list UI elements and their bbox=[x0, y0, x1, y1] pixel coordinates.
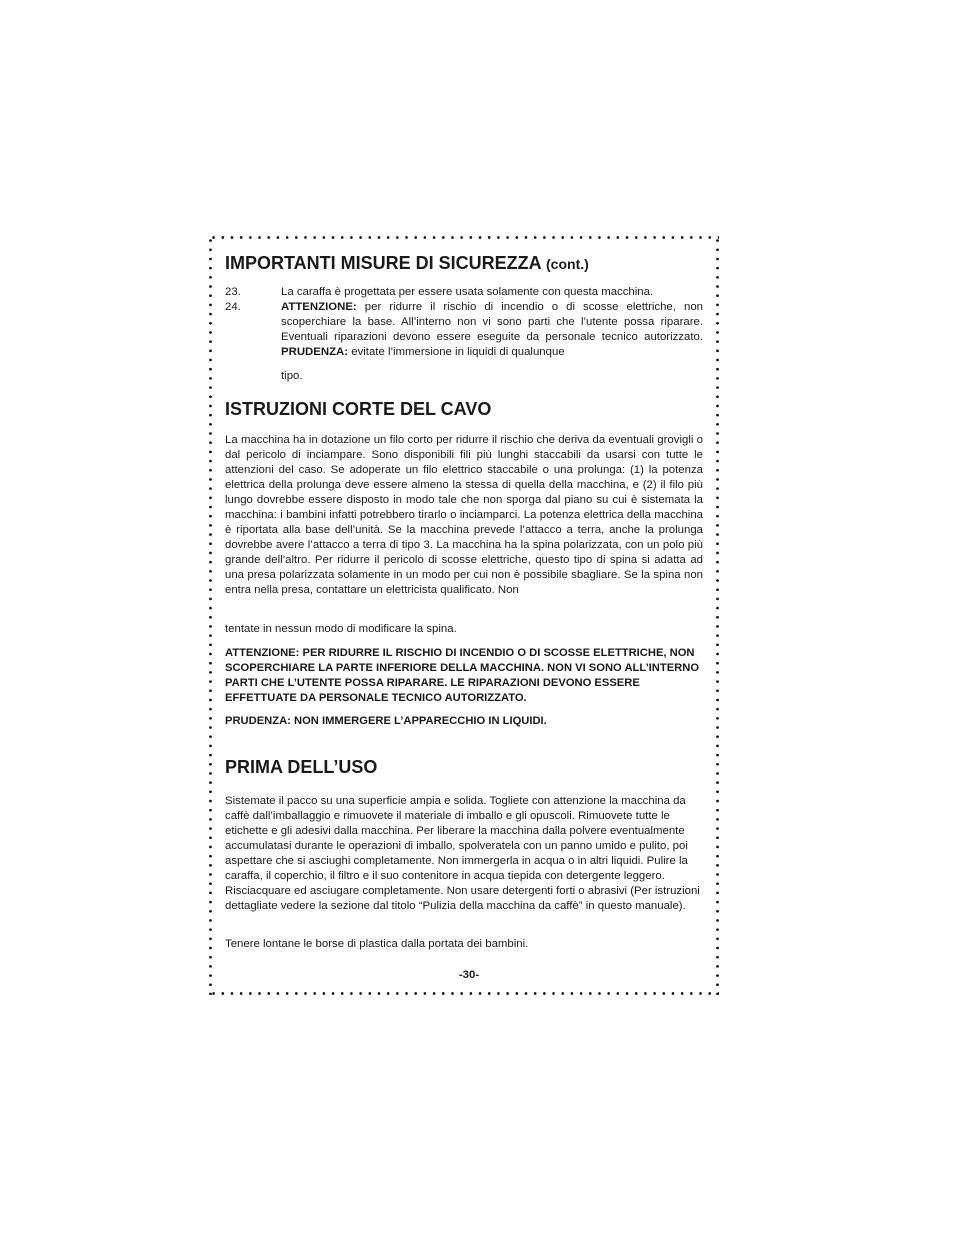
list-item-continuation: tipo. bbox=[281, 370, 303, 382]
list-item-number: 23. bbox=[225, 286, 241, 298]
warning-text: ATTENZIONE: PER RIDURRE IL RISCHIO DI INCENDIO O DI SCOSSE ELETTRICHE, NON SCOPERCHIARE LA PARTE INFERIORE DELLA MACCHINA. NON VI SONO ALL’INTERNO PARTI CHE L’UTENTE POSSA RIPARARE. LE RIPARAZIONI DEVONO ESSERE EFFETTUATE DA PERSONALE TECNICO AUTORIZZATO. bbox=[225, 647, 700, 704]
dotted-border-right bbox=[716, 236, 719, 995]
dotted-border-bottom bbox=[209, 992, 719, 995]
list-item-number: 24. bbox=[225, 301, 241, 313]
dotted-border-top bbox=[209, 236, 719, 239]
list-item bbox=[225, 285, 703, 300]
attention-label: ATTENZIONE: bbox=[281, 301, 357, 313]
page-number: -30- bbox=[458, 969, 480, 981]
caution-text-bold: PRUDENZA: NON IMMERGERE L’APPARECCHIO IN LIQUIDI. bbox=[225, 715, 547, 727]
dotted-border-left bbox=[209, 236, 212, 995]
list-item-text: La caraffa è progettata per essere usata solamente con questa macchina. bbox=[281, 286, 654, 298]
caution-label: PRUDENZA: bbox=[281, 346, 349, 358]
safety-list bbox=[225, 285, 703, 360]
cord-paragraph-end: tentate in nessun modo di modificare la spina. bbox=[225, 623, 457, 635]
before-use-paragraph: Sistemate il pacco su una superficie ampia e solida. Togliete con attenzione la macchina da caffè dall’imballaggio e rimuovete il materiale di imballo e gli opuscoli. Rimuovete tutte le etichette e gli adesivi dalla macchina. Per liberare la macchina dalla polvere eventualmente accumulatasi durante le operazioni di imballo, spolveratela con un panno umido e pulito, poi aspettare che si asciughi completamente. Non immergerla in acqua o in altri liquidi. Pulire la caraffa, il coperchio, il filtro e il suo contenitore in acqua tiepida con detergente leggero. Risciacquare ed asciugare completamente. Non usare detergenti forti o abrasivi (Per istruzioni dettagliate vedere la sezione dal titolo “Pulizia della macchina da caffè” in questo manuale). bbox=[225, 795, 700, 912]
cord-paragraph: La macchina ha in dotazione un filo corto per ridurre il rischio che deriva da eventuali grovigli o dal pericolo di inciampare. Sono disponibili fili più lunghi staccabili da usarsi con tutte le attenzioni del caso. Se adoperate un filo elettrico staccabile o una prolunga: (1) la potenza elettrica della prolunga deve essere almeno la stessa di quella della macchina, e (2) il filo più lungo dovrebbe essere disposto in modo tale che non sporga dal piano su cui è sistemata la macchina: i bambini infatti potrebbero tirarlo o inciamparci. La potenza elettrica della macchina è riportata alla base dell’unità. Se la macchina prevede l’attacco a terra, anche la prolunga dovrebbe avere l’attacco a terra di tipo 3. La macchina ha la spina polarizzata, con un polo più grande dell’altro. Per ridurre il pericolo di scosse elettriche, questo tipo di spina si adatta ad una presa polarizzata solamente in un modo per cui non è possibile sbagliare. Se la spina non entra nella presa, contattare un elettricista qualificato. Non bbox=[225, 434, 703, 596]
section-title-cord: ISTRUZIONI CORTE DEL CAVO bbox=[225, 399, 492, 419]
section-title-before-use: PRIMA DELL’USO bbox=[225, 757, 378, 777]
list-item bbox=[225, 300, 703, 360]
caution-text: evitate l’immersione in liquidi di qualunque bbox=[348, 346, 565, 358]
list-item-text bbox=[281, 300, 703, 360]
attention-text: per ridurre il rischio di incendio o di scosse elettriche, non scoperchiare la base. All’interno non vi sono parti che l’utente possa riparare. Eventuali riparazioni devono essere eseguite da personale tecnico autorizzato. bbox=[281, 301, 703, 343]
plastic-bags-note: Tenere lontane le borse di plastica dalla portata dei bambini. bbox=[225, 938, 529, 950]
safety-title-text: IMPORTANTI MISURE DI SICUREZZA bbox=[225, 253, 541, 273]
section-title-safety bbox=[225, 252, 589, 275]
safety-title-suffix: (cont.) bbox=[546, 256, 589, 272]
